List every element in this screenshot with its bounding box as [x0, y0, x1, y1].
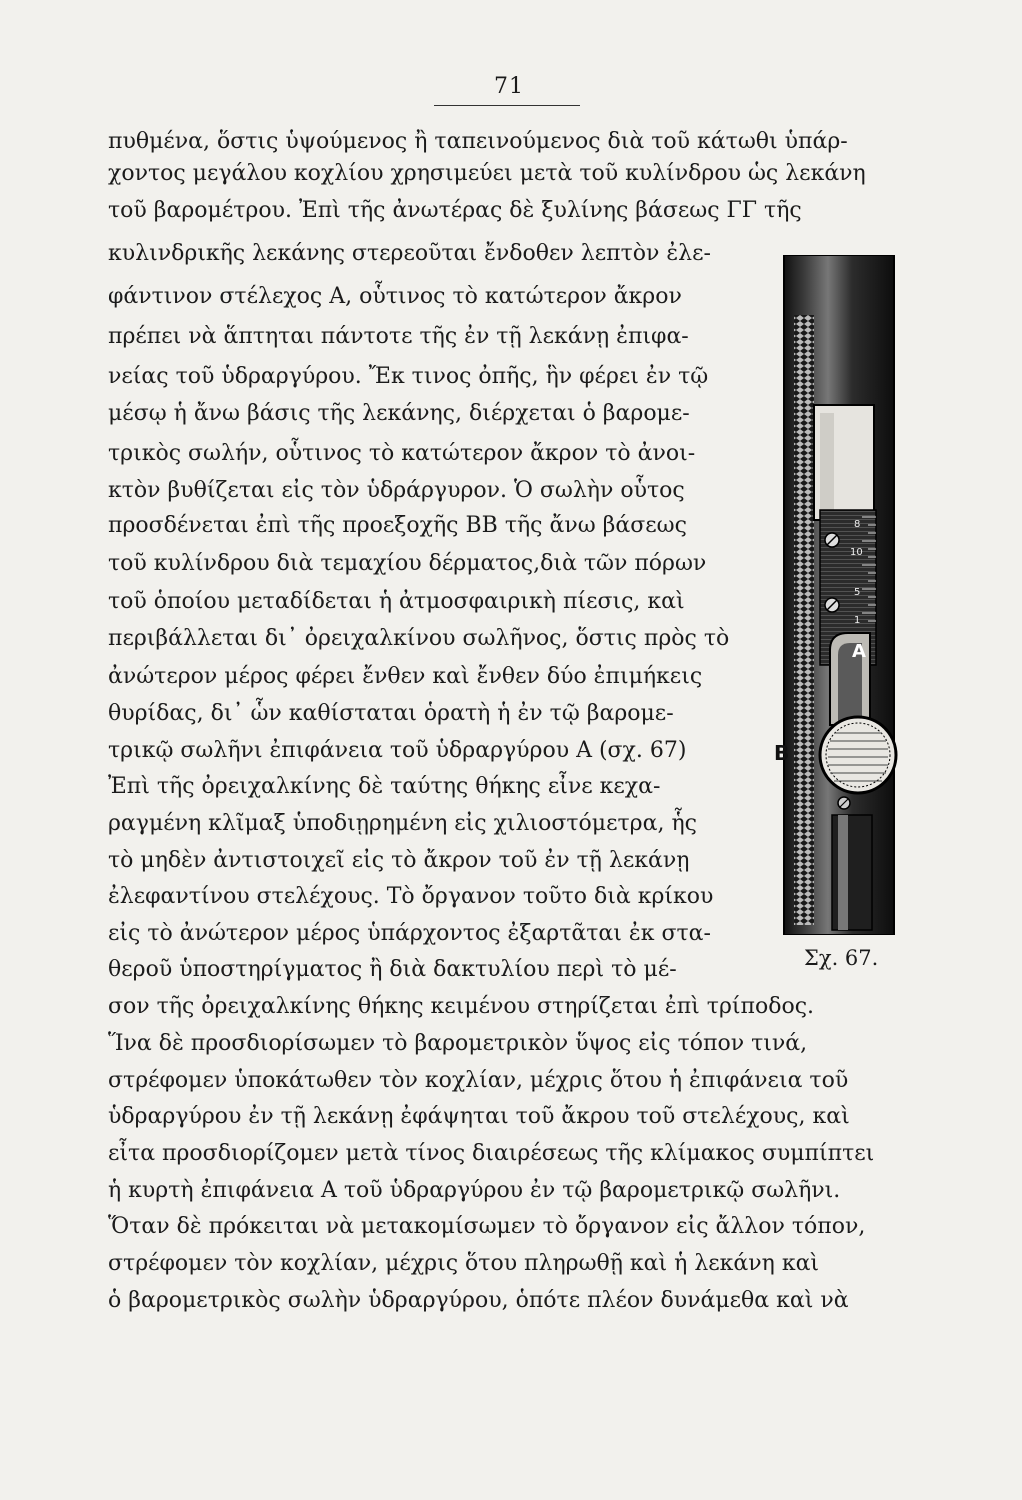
milled-wheel: [820, 717, 896, 793]
scale-number: 8: [854, 519, 861, 530]
text-line: περιβάλλεται δι᾽ ὀρειχαλκίνου σωλῆνος, ὅστις πρὸς τὸ: [108, 626, 730, 651]
text-line: θυρίδας, δι᾽ ὧν καθίσταται ὁρατὴ ἡ ἐν τῷ βαρομε-: [108, 701, 674, 726]
scale-number: 1: [854, 615, 861, 626]
text-line: τρικῷ σωλῆνι ἐπιφάνεια τοῦ ὑδραργύρου Α (σχ. 67): [108, 738, 687, 763]
barometer-figure: [772, 255, 912, 935]
text-line: Ἵνα δὲ προσδιορίσωμεν τὸ βαρομετρικὸν ὕψος εἰς τόπον τινά,: [108, 1031, 808, 1056]
text-line: εἶτα προσδιορίζομεν μετὰ τίνος διαιρέσεως τῆς κλίμακος συμπίπτει: [108, 1141, 875, 1166]
screw-icon: [825, 598, 839, 612]
scale-number: 5: [854, 587, 861, 598]
barometer-illustration: [772, 255, 912, 935]
text-line: ἐλεφαντίνου στελέχους. Τὸ ὄργανον τοῦτο διὰ κρίκου: [108, 884, 714, 909]
text-line: στρέφομεν τὸν κοχλίαν, μέχρις ὅτου πληρωθῇ καὶ ἡ λεκάνη καὶ: [108, 1251, 820, 1276]
text-line: κτὸν βυθίζεται εἰς τὸν ὑδράργυρον. Ὁ σωλὴν οὗτος: [108, 478, 685, 503]
text-line: Ἐπὶ τῆς ὀρειχαλκίνης δὲ ταύτης θήκης εἶνε κεχα-: [108, 774, 661, 799]
scale-number: 10: [850, 547, 863, 558]
text-line: τὸ μηδὲν ἀντιστοιχεῖ εἰς τὸ ἄκρον τοῦ ἐν τῇ λεκάνῃ: [108, 848, 690, 873]
text-line: σον τῆς ὀρειχαλκίνης θήκης κειμένου στηρίζεται ἐπὶ τρίποδος.: [108, 994, 815, 1019]
text-line: ὁ βαρομετρικὸς σωλὴν ὑδραργύρου, ὁπότε πλέον δυνάμεθα καὶ νὰ: [108, 1288, 849, 1313]
screw-icon: [825, 533, 839, 547]
text-line: πρέπει νὰ ἅπτηται πάντοτε τῆς ἐν τῇ λεκάνῃ ἐπιφα-: [108, 324, 689, 349]
text-line: ἀνώτερον μέρος φέρει ἔνθεν καὶ ἔνθεν δύο ἐπιμήκεις: [108, 664, 703, 689]
rack-strip: [794, 315, 814, 925]
text-line: τοῦ βαρομέτρου. Ἐπὶ τῆς ἀνωτέρας δὲ ξυλίνης βάσεως ΓΓ τῆς: [108, 198, 802, 223]
page-number: 71: [494, 74, 524, 99]
text-line: τρικὸς σωλήν, οὗτινος τὸ κατώτερον ἄκρον τὸ ἀνοι-: [108, 441, 696, 466]
text-line: μέσῳ ἡ ἄνω βάσις τῆς λεκάνης, διέρχεται ὁ βαρομε-: [108, 401, 690, 426]
text-line: προσδένεται ἐπὶ τῆς προεξοχῆς ΒΒ τῆς ἄνω βάσεως: [108, 513, 687, 538]
text-line: εἰς τὸ ἀνώτερον μέρος ὑπάρχοντος ἐξαρτᾶται ἐκ στα-: [108, 921, 711, 946]
text-line: στρέφομεν ὑποκάτωθεν τὸν κοχλίαν, μέχρις ὅτου ἡ ἐπιφάνεια τοῦ: [108, 1068, 849, 1093]
text-line: χοντος μεγάλου κοχλίου χρησιμεύει μετὰ τοῦ κυλίνδρου ὡς λεκάνη: [108, 161, 866, 186]
text-line: κυλινδρικῆς λεκάνης στερεοῦται ἔνδοθεν λεπτὸν ἐλε-: [108, 241, 711, 266]
label-a: A: [852, 641, 866, 662]
text-line: φάντινον στέλεχος Α, οὗτινος τὸ κατώτερον ἄκρον: [108, 284, 682, 309]
text-line: νείας τοῦ ὑδραργύρου. Ἔκ τινος ὀπῆς, ἣν φέρει ἐν τῷ: [108, 364, 709, 389]
figure-caption: Σχ. 67.: [804, 946, 879, 970]
text-line: τοῦ κυλίνδρου διὰ τεμαχίου δέρματος,διὰ τῶν πόρων: [108, 551, 707, 576]
text-line: ἡ κυρτὴ ἐπιφάνεια Α τοῦ ὑδραργύρου ἐν τῷ βαρομετρικῷ σωλῆνι.: [108, 1178, 841, 1203]
text-line: ὑδραργύρου ἐν τῇ λεκάνῃ ἐφάψηται τοῦ ἄκρου τοῦ στελέχους, καὶ: [108, 1104, 850, 1129]
text-line: Ὅταν δὲ πρόκειται νὰ μετακομίσωμεν τὸ ὄργανον εἰς ἄλλον τόπον,: [108, 1214, 866, 1239]
text-line: ραγμένη κλῖμαξ ὑποδιῃρημένη εἰς χιλιοστόμετρα, ἧς: [108, 811, 697, 836]
screw-icon: [838, 797, 850, 809]
text-line: τοῦ ὁποίου μεταδίδεται ἡ ἀτμοσφαιρικὴ πίεσις, καὶ: [108, 589, 685, 614]
label-b: B: [774, 741, 790, 765]
text-line: πυθμένα, ὅστις ὑψούμενος ἢ ταπεινούμενος διὰ τοῦ κάτωθι ὑπάρ-: [108, 129, 848, 154]
text-line: θεροῦ ὑποστηρίγματος ἢ διὰ δακτυλίου περὶ τὸ μέ-: [108, 957, 677, 982]
